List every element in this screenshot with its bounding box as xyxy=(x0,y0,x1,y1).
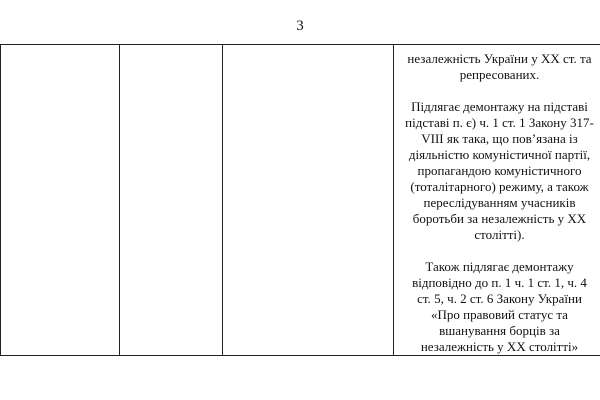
text-line: вшанування борців за xyxy=(439,323,560,338)
paragraph-2 xyxy=(400,99,599,243)
text-line: незалежність у XX столітті» xyxy=(420,339,579,354)
page-number: 3 xyxy=(296,18,304,34)
table-row xyxy=(1,45,600,356)
cell-text-block xyxy=(394,45,600,355)
table-cell-text xyxy=(394,45,600,356)
table-cell-empty-2 xyxy=(120,45,223,356)
text-line: репресованих. xyxy=(459,67,540,82)
text-line: «Про правовий статус та xyxy=(431,307,568,322)
table-cell-empty-1 xyxy=(1,45,120,356)
text-line: пропагандою комуністичного xyxy=(417,163,582,178)
text-line: незалежність України у XX ст. та xyxy=(407,51,592,66)
text-line: Також підлягає демонтажу xyxy=(425,259,574,274)
text-line: VIII як така, що пов’язана із xyxy=(421,131,578,146)
text-line: (тоталітарного) режиму, а також xyxy=(410,179,589,194)
text-line: переслідуванням учасників xyxy=(423,195,576,210)
table-cell-empty-3 xyxy=(223,45,394,356)
text-line: Підлягає демонтажу на підставі xyxy=(411,99,588,114)
text-line: ст. 5, ч. 2 ст. 6 Закону України xyxy=(417,291,582,306)
document-table xyxy=(0,44,600,356)
text-line: підставі п. є) ч. 1 ст. 1 Закону 317- xyxy=(405,115,594,130)
text-line: столітті). xyxy=(474,227,525,242)
text-line: боротьби за незалежність у XX xyxy=(412,211,587,226)
paragraph-1 xyxy=(400,51,599,83)
paragraph-3 xyxy=(400,259,599,355)
text-line: діяльністю комуністичної партії, xyxy=(408,147,591,162)
text-line: відповідно до п. 1 ч. 1 ст. 1, ч. 4 xyxy=(412,275,587,290)
